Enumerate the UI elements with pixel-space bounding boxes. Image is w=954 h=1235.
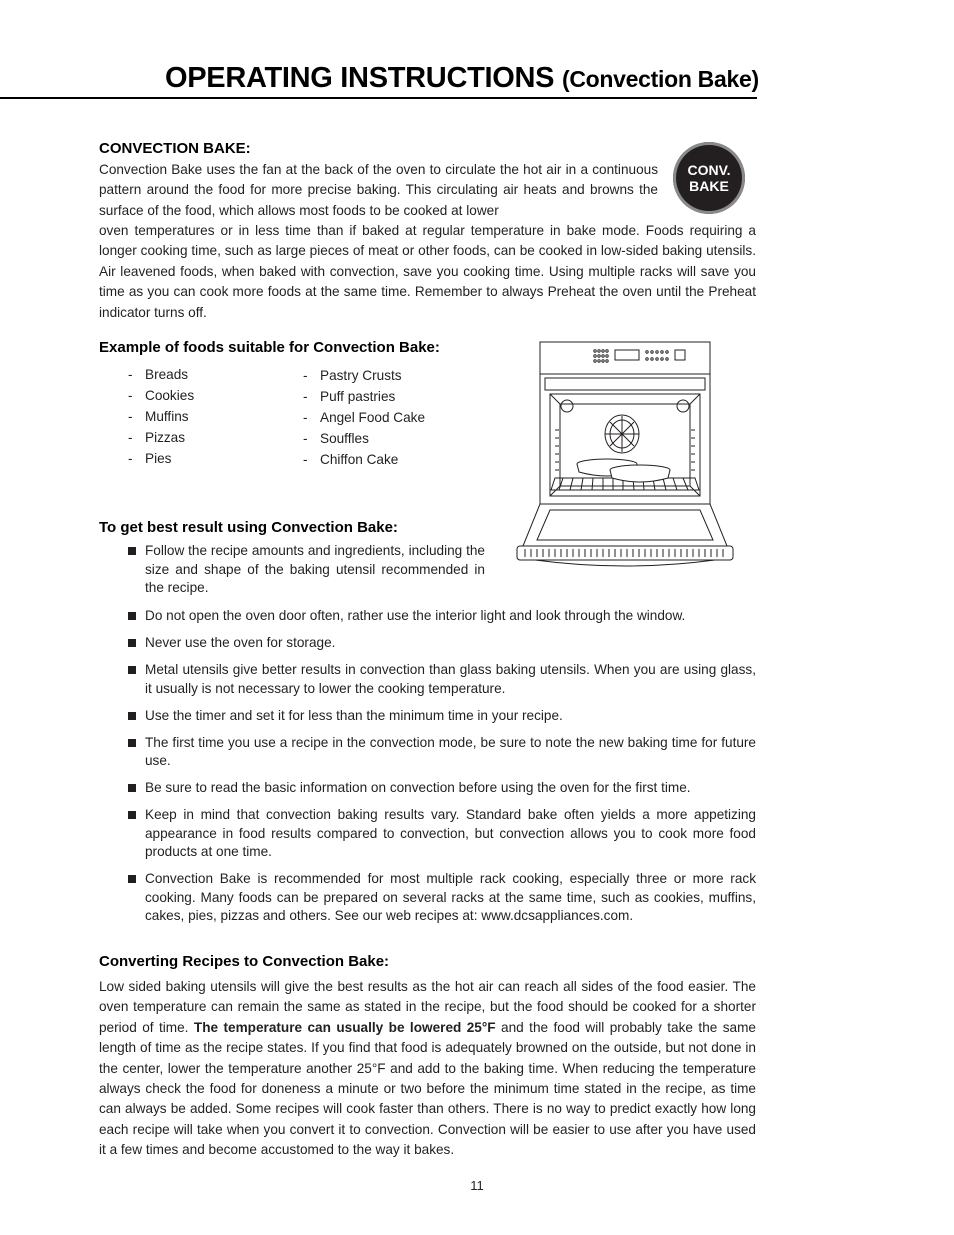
list-item: - Muffins	[128, 406, 194, 427]
list-item: - Breads	[128, 364, 194, 385]
convection-intro-bottom: oven temperatures or in less time than if baked at regular temperature in bake mode. Foods requiring a longer cooking time, such as large pieces of meat or other foods, can be cooked in low-sided baking utensils. Air leavened foods, when baked with convection, save you cooking time. Using multiple racks will save you time as you can cook more foods at the same time. Remember to always Preheat the oven until the Preheat indicator turns off.	[99, 223, 756, 320]
converting-text-start: Low sided baking utensils will give the best results as the hot air can reach all sides of the food easier. The oven temperature can remain the same as stated in the recipe, but the food should be cooked for a shorter period of time.	[99, 979, 756, 1035]
list-item: - Pastry Crusts	[303, 365, 425, 386]
list-item: Never use the oven for storage.	[99, 634, 756, 653]
tips-list-first	[99, 542, 485, 606]
tips-list	[99, 607, 756, 934]
list-item: - Pizzas	[128, 427, 194, 448]
list-item: Convection Bake is recommended for most multiple rack cooking, especially three or more rack cooking. Many foods can be prepared on several racks at the same time, such as cookies, muffins, cakes, pies, pizzas and others. See our web recipes at: www.dcsappliances.com.	[99, 870, 756, 926]
page-title-sub: (Convection Bake)	[561, 66, 759, 92]
list-item: Follow the recipe amounts and ingredients, including the size and shape of the baking utensil recommended in the recipe.	[99, 542, 485, 598]
foods-list-2	[303, 365, 425, 470]
list-item: Metal utensils give better results in convection than glass baking utensils. When you are using glass, it usually is not necessary to lower the cooking temperature.	[99, 661, 756, 698]
list-item: Use the timer and set it for less than the minimum time in your recipe.	[99, 707, 756, 726]
title-rule	[0, 97, 757, 99]
conv-bake-button-icon	[673, 142, 745, 214]
list-item: - Angel Food Cake	[303, 407, 425, 428]
baking-pans	[577, 459, 670, 482]
page-title-main: OPERATING INSTRUCTIONS	[165, 62, 555, 94]
list-item: - Pies	[128, 448, 194, 469]
oven-door-open	[517, 504, 733, 566]
converting-text-bold: The temperature can usually be lowered 25°F	[193, 1019, 496, 1035]
foods-heading: Example of foods suitable for Convection Bake:	[99, 339, 440, 356]
list-item: - Chiffon Cake	[303, 449, 425, 470]
badge-line-1: CONV.	[687, 162, 731, 178]
list-item: The first time you use a recipe in the convection mode, be sure to note the new baking time for future use.	[99, 734, 756, 771]
list-item: Be sure to read the basic information on convection before using the oven for the first time.	[99, 779, 756, 798]
best-result-heading: To get best result using Convection Bake:	[99, 519, 398, 536]
convection-intro-top: Convection Bake uses the fan at the back of the oven to circulate the hot air in a continuous pattern around the food for more precise baking. This circulating air heats and browns the surface of the food, which allows most foods to be cooked at lower	[99, 162, 658, 218]
page-title	[165, 62, 759, 95]
list-item: - Cookies	[128, 385, 194, 406]
list-item: Do not open the oven door often, rather use the interior light and look through the window.	[99, 607, 756, 626]
converting-text-end: and the food will probably take the same length of time as the recipe states. If you find that food is adequately browned on the outside, but not done in the center, lower the temperature another 25°F and add to the baking time. When reducing the temperature always check the food for doneness a minute or two before the minimum time stated in the recipe, as time can always be added. Some recipes will cook faster than others. There is no way to predict exactly how long each recipe will take when you convert it to convection. Convection will be easier to use after you have used it a few times and become accustomed to the way it bakes.	[99, 1019, 756, 1158]
page-number: 11	[470, 1178, 484, 1193]
convection-fan	[605, 415, 639, 453]
badge-line-2: BAKE	[689, 178, 729, 194]
convection-bake-heading: CONVECTION BAKE:	[99, 140, 251, 157]
list-item: Keep in mind that convection baking results vary. Standard bake often yields a more appetizing appearance in food results compared to convection, but convection allows you to cook more food products at one time.	[99, 806, 756, 862]
converting-paragraph	[99, 977, 756, 1161]
list-item: - Puff pastries	[303, 386, 425, 407]
converting-heading: Converting Recipes to Convection Bake:	[99, 953, 390, 970]
oven-illustration	[515, 340, 735, 572]
foods-list-1	[128, 364, 194, 469]
list-item: - Souffles	[303, 428, 425, 449]
